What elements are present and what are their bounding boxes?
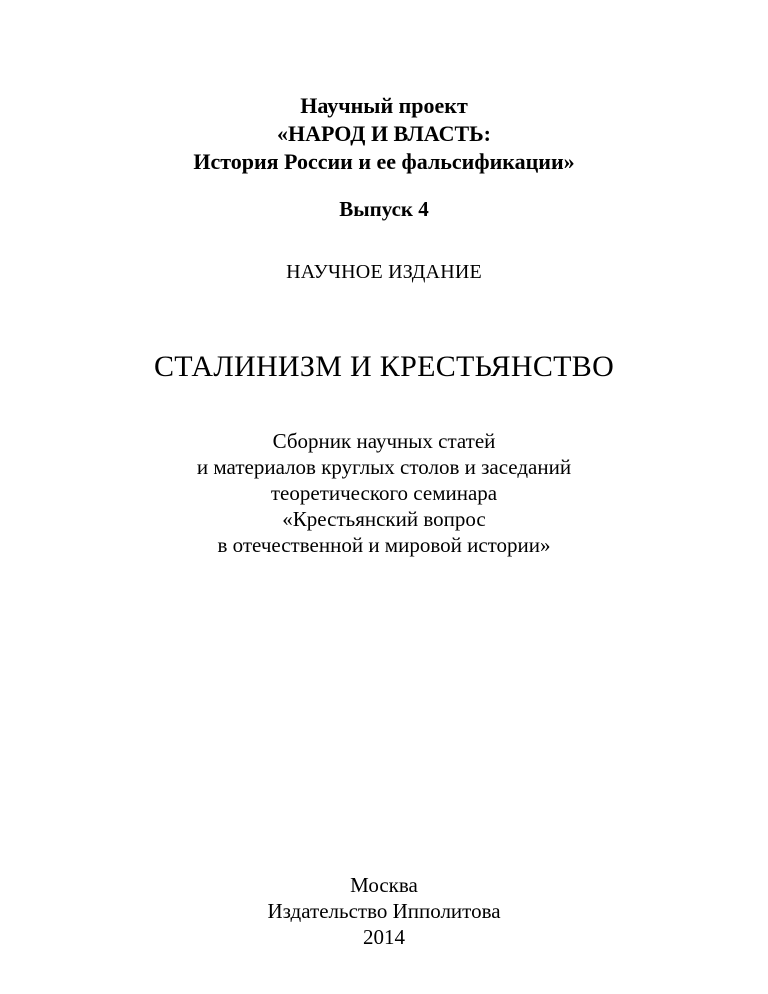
book-title: СТАЛИНИЗМ И КРЕСТЬЯНСТВО <box>153 350 615 383</box>
book-subtitle <box>0 428 768 558</box>
subtitle-line: и материалов круглых столов и заседаний <box>196 455 572 479</box>
project-label: Научный проект <box>300 93 468 118</box>
subtitle-line: в отечественной и мировой истории» <box>217 533 551 557</box>
imprint-year: 2014 <box>363 925 405 949</box>
edition-type: НАУЧНОЕ ИЗДАНИЕ <box>286 261 482 283</box>
project-name: «НАРОД И ВЛАСТЬ: <box>276 121 492 146</box>
imprint-city: Москва <box>350 873 418 897</box>
project-header <box>0 92 768 176</box>
project-subtitle: История России и ее фальсификации» <box>193 149 575 174</box>
imprint <box>0 872 768 950</box>
subtitle-line: Сборник научных статей <box>272 429 496 453</box>
subtitle-line: теоретического семинара <box>270 481 498 505</box>
imprint-publisher: Издательство Ипполитова <box>267 899 501 923</box>
subtitle-line: «Крестьянский вопрос <box>282 507 486 531</box>
issue-number: Выпуск 4 <box>339 197 429 221</box>
